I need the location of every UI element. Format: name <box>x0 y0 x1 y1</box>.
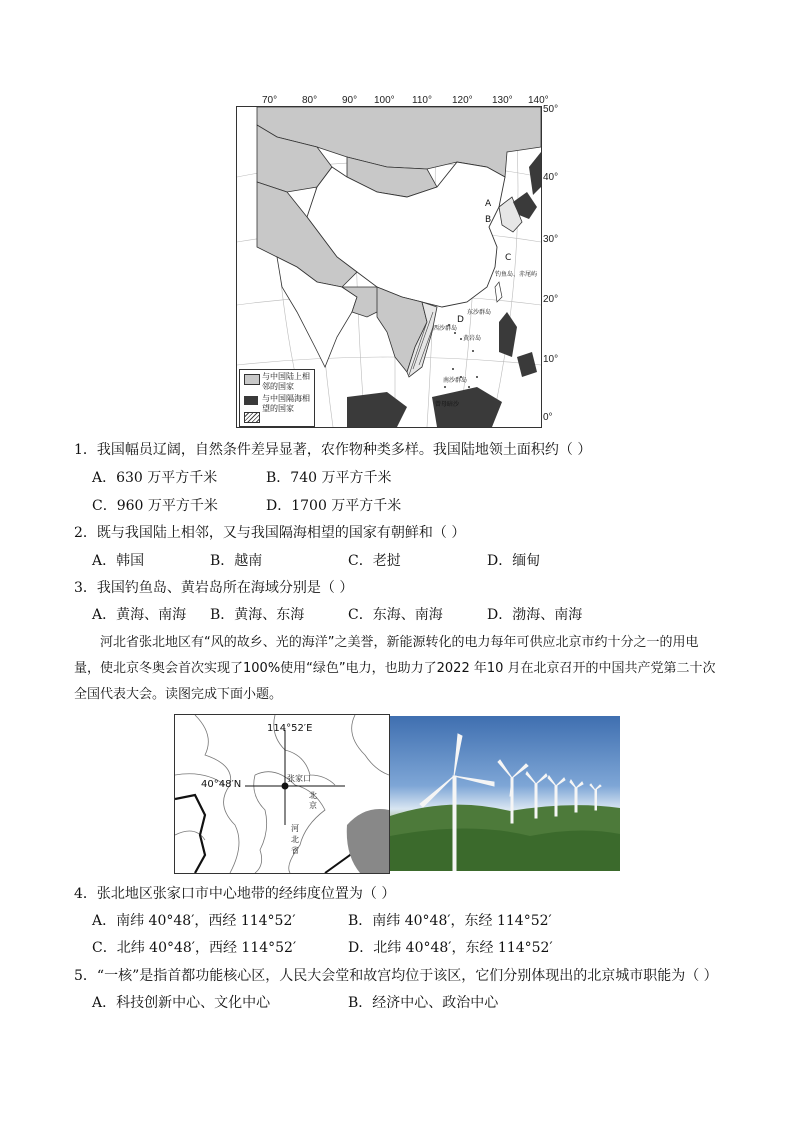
label-nansha: 南沙群岛 <box>443 377 468 384</box>
lon-tick-80: 80° <box>302 95 318 106</box>
label-dongsha: 东沙群岛 <box>467 309 492 316</box>
lon-tick-110: 110° <box>412 95 432 106</box>
label-zengmu: 曾母暗沙 <box>435 401 460 408</box>
q4-option-c[interactable]: C．北纬 40°48′，西经 114°52′ <box>92 940 297 956</box>
label-diaoyu: 钓鱼岛、赤尾屿 <box>495 271 538 278</box>
question-5: 5．“一核”是指首都功能核心区，人民大会堂和故宫均位于该区，它们分别体现出的北京城市职能为（ ） <box>74 968 718 984</box>
question-3: 3．我国钓鱼岛、黄岩岛所在海域分别是（ ） <box>74 580 354 596</box>
lon-tick-100: 100° <box>374 95 395 106</box>
lat-tick-10: 10° <box>543 354 559 365</box>
q5-option-b[interactable]: B．经济中心、政治中心 <box>348 995 499 1011</box>
lat-tick-20: 20° <box>543 294 559 305</box>
q1-option-a[interactable]: A．630 万平方千米 <box>92 470 218 486</box>
lat-tick-50: 50° <box>543 104 559 115</box>
q4-option-d[interactable]: D．北纬 40°48′，东经 114°52′ <box>348 940 553 956</box>
q5-option-a[interactable]: A．科技创新中心、文化中心 <box>92 995 271 1011</box>
q2-option-d[interactable]: D．缅甸 <box>487 553 541 569</box>
question-4: 4．张北地区张家口市中心地带的经纬度位置为（ ） <box>74 886 396 902</box>
lon-tick-130: 130° <box>492 95 513 106</box>
legend-sea-label: 与中国隔海相望的国家 <box>262 394 310 413</box>
q1-option-b[interactable]: B．740 万平方千米 <box>266 470 392 486</box>
lat-tick-0: 0° <box>543 412 553 423</box>
q1-option-c[interactable]: C．960 万平方千米 <box>92 498 218 514</box>
map2-lon-label: 114°52′E <box>267 723 313 734</box>
legend-swatch-sea <box>244 396 258 405</box>
asia-map <box>236 106 542 428</box>
lon-tick-120: 120° <box>452 95 473 106</box>
q4-option-b[interactable]: B．南纬 40°48′，东经 114°52′ <box>348 913 552 929</box>
lon-tick-70: 70° <box>262 95 278 106</box>
zhangjiakou-map <box>174 714 390 874</box>
label-c: C <box>505 253 512 263</box>
q2-option-b[interactable]: B．越南 <box>210 553 263 569</box>
q3-option-d[interactable]: D．渤海、南海 <box>487 607 583 623</box>
lat-tick-30: 30° <box>543 234 559 245</box>
map-legend <box>239 369 315 427</box>
q2-option-a[interactable]: A．韩国 <box>92 553 145 569</box>
lat-tick-40: 40° <box>543 172 559 183</box>
legend-swatch-land <box>244 374 260 385</box>
lon-tick-90: 90° <box>342 95 358 106</box>
label-a: A <box>485 199 492 209</box>
map2-city-label: 张家口 <box>287 774 311 783</box>
label-xisha: 西沙群岛 <box>433 325 458 332</box>
question-1: 1．我国幅员辽阔，自然条件差异显著，农作物种类多样。我国陆地领土面积约（ ） <box>74 442 592 458</box>
q3-option-c[interactable]: C．东海、南海 <box>348 607 443 623</box>
q1-option-d[interactable]: D．1700 万平方千米 <box>266 498 402 514</box>
wind-turbines-graphic <box>390 716 620 871</box>
legend-swatch-hatch <box>244 412 260 423</box>
map2-hebei-label: 河 北 省 <box>291 824 299 855</box>
legend-land-label: 与中国陆上相邻的国家 <box>262 372 310 391</box>
zhangjiakou-map-graphic <box>175 715 389 873</box>
wind-turbine-photo <box>390 716 620 871</box>
lon-tick-140: 140° <box>528 95 549 106</box>
label-b: B <box>485 215 492 225</box>
question-2: 2．既与我国陆上相邻，又与我国隔海相望的国家有朝鲜和（ ） <box>74 525 466 541</box>
q2-option-c[interactable]: C．老挝 <box>348 553 401 569</box>
map2-lat-label: 40°48′N <box>201 779 242 790</box>
q4-option-a[interactable]: A．南纬 40°48′，西经 114°52′ <box>92 913 296 929</box>
label-d: D <box>457 315 464 325</box>
reading-passage: 河北省张北地区有“风的故乡、光的海洋”之美誉，新能源转化的电力每年可供应北京市约十分之一的用电量，使北京冬奥会首次实现了100%使用“绿色”电力，也助力了2022 年10 月在北京召开的中国共产党第二十次全国代表大会。读图完成下面小题。 <box>74 635 716 702</box>
label-huangyan: 黄岩岛 <box>463 335 482 342</box>
q3-option-b[interactable]: B．黄海、东海 <box>210 607 305 623</box>
q3-option-a[interactable]: A．黄海、南海 <box>92 607 187 623</box>
map2-beijing-label: 北 京 <box>309 791 317 810</box>
